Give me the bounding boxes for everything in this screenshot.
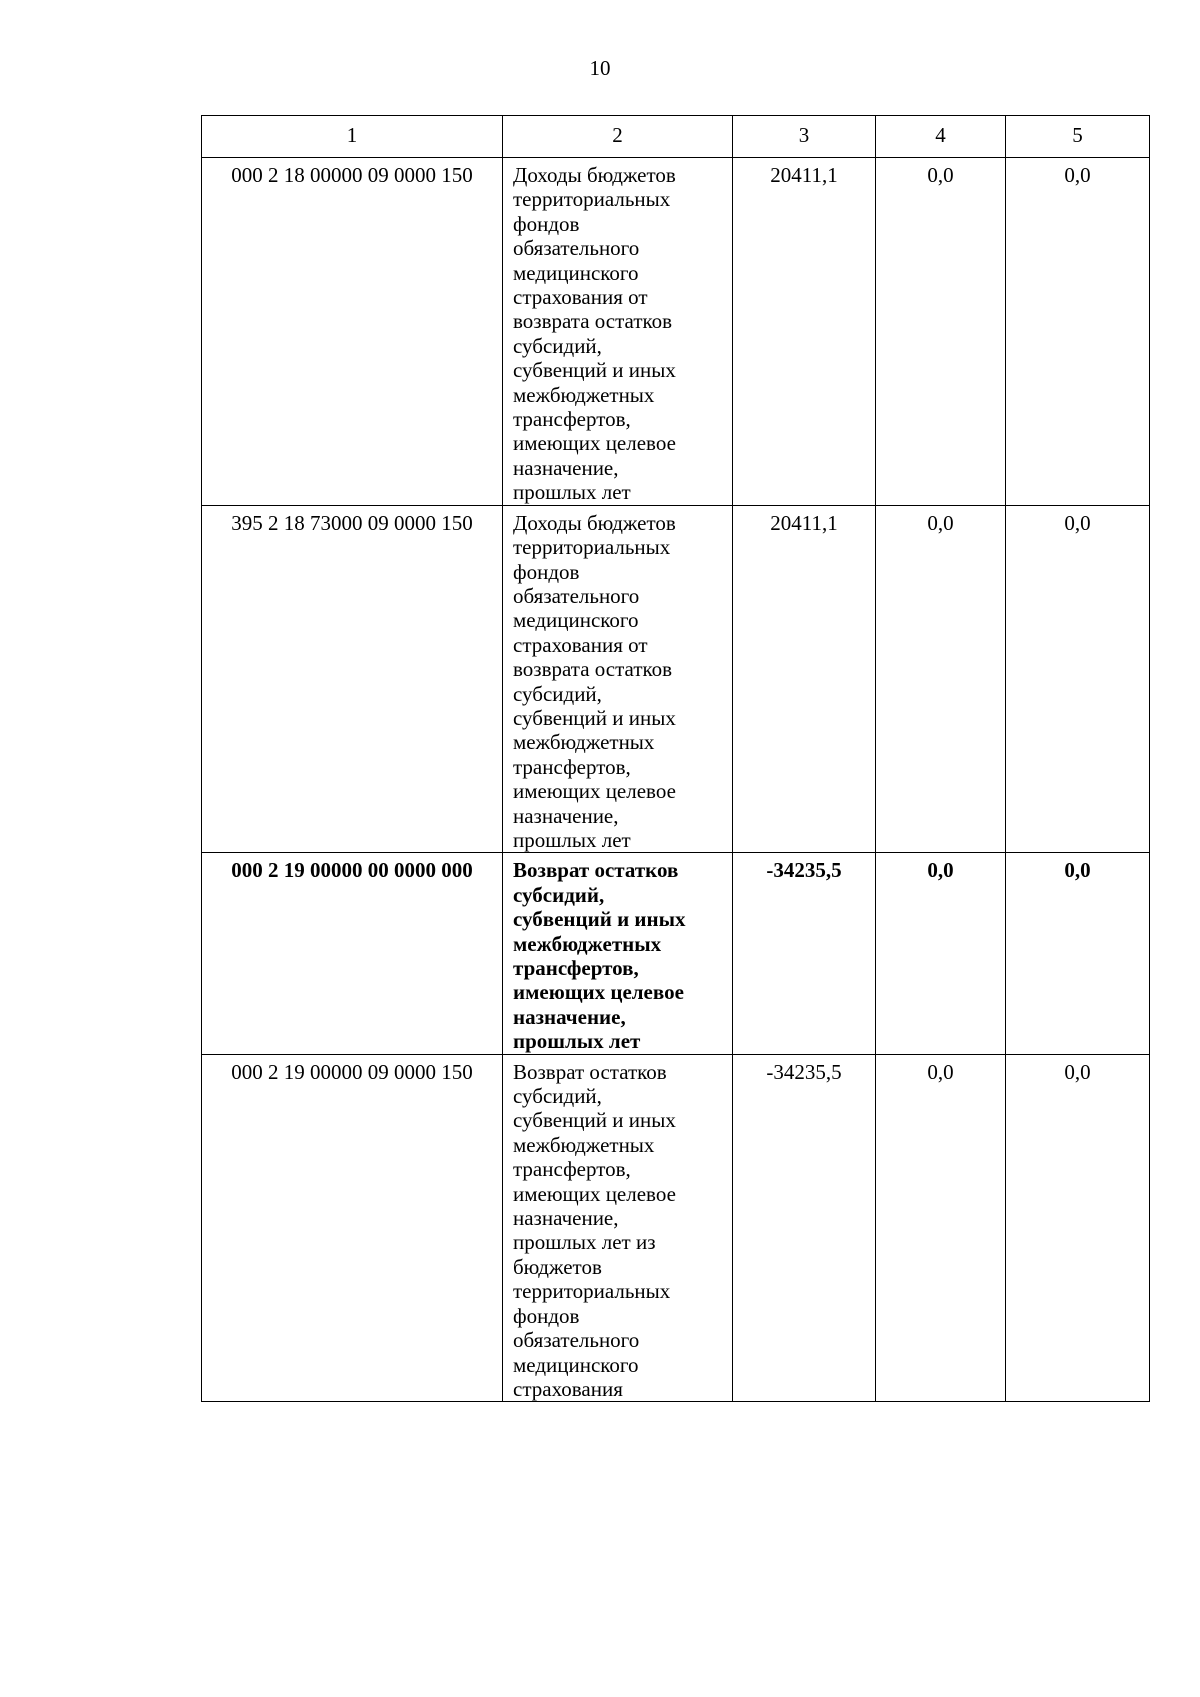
- item-name-cell: [503, 505, 733, 853]
- value-cell-col-5: 0,0: [1006, 1054, 1150, 1402]
- column-header-5: 5: [1006, 116, 1150, 158]
- item-name-line: имеющих целевое: [513, 1181, 676, 1206]
- value-cell-col-5: 0,0: [1006, 505, 1150, 853]
- item-name-line: страхования: [513, 1376, 623, 1401]
- item-name-line: назначение,: [513, 455, 619, 480]
- item-name-line: бюджетов: [513, 1254, 602, 1279]
- budget-code-cell: 000 2 19 00000 00 0000 000: [202, 853, 503, 1054]
- item-name-cell: [503, 158, 733, 506]
- item-name-line: медицинского: [513, 260, 639, 285]
- item-name-line: назначение,: [513, 803, 619, 828]
- item-name-line: обязательного: [513, 236, 640, 261]
- item-name-line: фондов: [513, 559, 580, 584]
- item-name-line: трансфертов,: [513, 956, 639, 980]
- item-name-line: возврата остатков: [513, 657, 673, 682]
- item-name-line: территориальных: [513, 1279, 671, 1304]
- item-name-line: трансфертов,: [513, 1157, 631, 1182]
- item-name-line: Доходы бюджетов: [513, 163, 676, 187]
- table-row: [202, 158, 1150, 506]
- item-name-line: имеющих целевое: [513, 980, 684, 1005]
- item-name-line: медицинского: [513, 1352, 639, 1377]
- item-name-line: обязательного: [513, 1328, 640, 1353]
- item-name-line: страхования от: [513, 632, 648, 657]
- item-name-cell: [503, 853, 733, 1054]
- budget-code-cell: 395 2 18 73000 09 0000 150: [202, 505, 503, 853]
- item-name-line: субсидий,: [513, 681, 602, 706]
- value-cell-col-5: 0,0: [1006, 158, 1150, 506]
- item-name-line: назначение,: [513, 1004, 626, 1029]
- item-name-line: территориальных: [513, 535, 671, 560]
- item-name-line: межбюджетных: [513, 730, 655, 755]
- item-name-line: имеющих целевое: [513, 779, 676, 804]
- value-cell-col-5: 0,0: [1006, 853, 1150, 1054]
- item-name-line: субсидий,: [513, 333, 602, 358]
- value-cell-col-3: 20411,1: [733, 505, 876, 853]
- item-name-line: межбюджетных: [513, 1132, 655, 1157]
- item-name-line: обязательного: [513, 583, 640, 608]
- item-name-line: субвенций и иных: [513, 705, 676, 730]
- item-name-line: прошлых лет: [513, 1029, 641, 1054]
- item-name-cell: [503, 1054, 733, 1402]
- budget-code-cell: 000 2 18 00000 09 0000 150: [202, 158, 503, 506]
- value-cell-col-4: 0,0: [876, 158, 1006, 506]
- item-name-line: субсидий,: [513, 882, 605, 907]
- item-name-line: фондов: [513, 1303, 580, 1328]
- item-name-line: трансфертов,: [513, 754, 631, 779]
- item-name-line: субвенций и иных: [513, 358, 676, 383]
- item-name-line: прошлых лет: [513, 827, 631, 852]
- column-header-3: 3: [733, 116, 876, 158]
- item-name-line: медицинского: [513, 608, 639, 633]
- item-name-line: межбюджетных: [513, 382, 655, 407]
- item-name-line: трансфертов,: [513, 407, 631, 432]
- item-name-line: субвенций и иных: [513, 907, 686, 932]
- item-name-line: Возврат остатков: [513, 858, 679, 883]
- value-cell-col-3: -34235,5: [733, 853, 876, 1054]
- budget-table: [201, 115, 1150, 1402]
- item-name-line: территориальных: [513, 187, 671, 212]
- value-cell-col-4: 0,0: [876, 505, 1006, 853]
- item-name-line: субвенций и иных: [513, 1108, 676, 1133]
- column-header-4: 4: [876, 116, 1006, 158]
- item-name-line: возврата остатков: [513, 309, 673, 334]
- page-number: 10: [589, 56, 611, 80]
- value-cell-col-3: 20411,1: [733, 158, 876, 506]
- column-header-2: 2: [503, 116, 733, 158]
- table-row: [202, 505, 1150, 853]
- table-header-row: [202, 116, 1150, 158]
- value-cell-col-4: 0,0: [876, 853, 1006, 1054]
- table-row: [202, 1054, 1150, 1402]
- item-name-line: назначение,: [513, 1206, 619, 1231]
- budget-code-cell: 000 2 19 00000 09 0000 150: [202, 1054, 503, 1402]
- column-header-1: 1: [202, 116, 503, 158]
- item-name-line: имеющих целевое: [513, 431, 676, 456]
- value-cell-col-4: 0,0: [876, 1054, 1006, 1402]
- item-name-line: прошлых лет из: [513, 1230, 656, 1255]
- item-name-line: субсидий,: [513, 1084, 602, 1109]
- item-name-line: Доходы бюджетов: [513, 510, 676, 535]
- table-row: [202, 853, 1150, 1054]
- item-name-line: фондов: [513, 211, 580, 236]
- item-name-line: прошлых лет: [513, 480, 631, 505]
- item-name-line: страхования от: [513, 285, 648, 310]
- item-name-line: межбюджетных: [513, 931, 662, 956]
- item-name-line: Возврат остатков: [513, 1059, 667, 1084]
- value-cell-col-3: -34235,5: [733, 1054, 876, 1402]
